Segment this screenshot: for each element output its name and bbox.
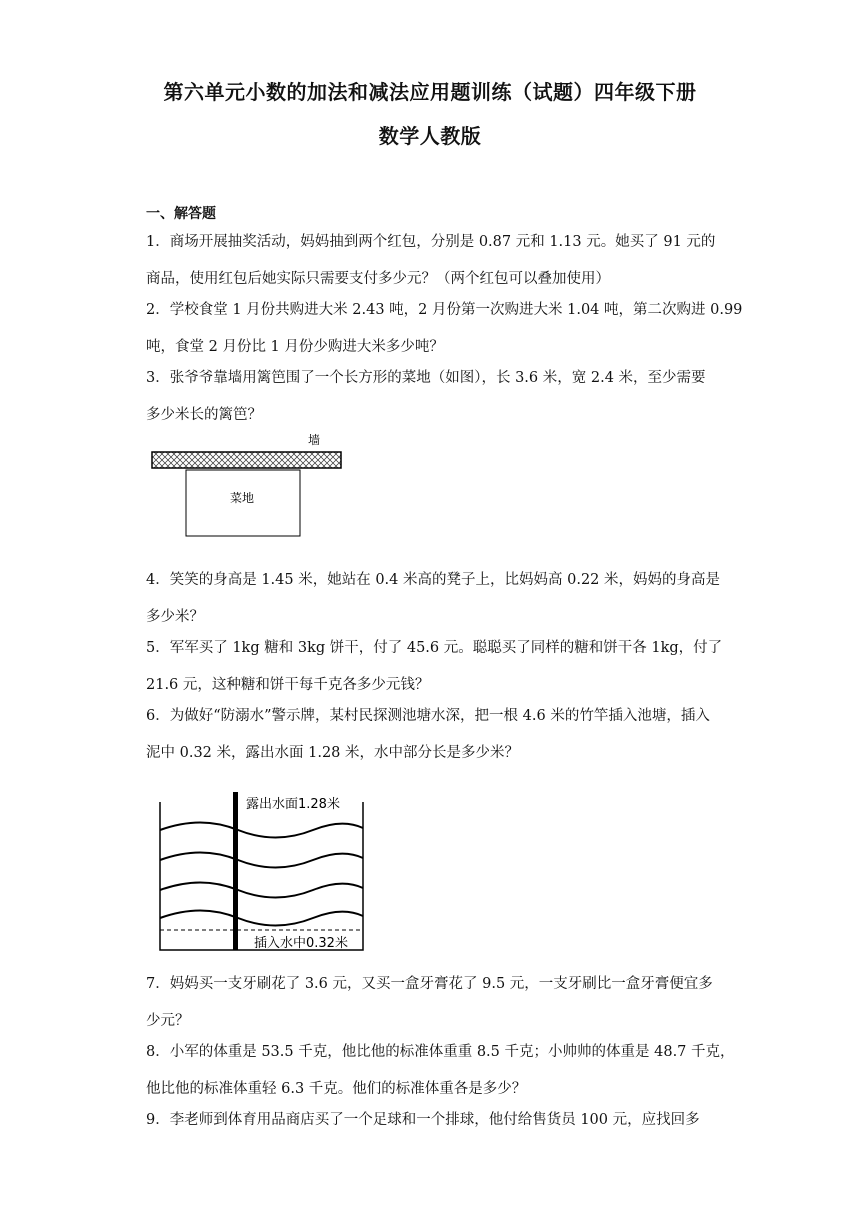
question-text: 2．学校食堂 1 月份共购进大米 2.43 吨，2 月份第一次购进大米 1.04 吨，第二次购进 0.99 bbox=[146, 302, 743, 318]
question-text: 4．笑笑的身高是 1.45 米，她站在 0.4 米高的凳子上，比妈妈高 0.22 米，妈妈的身高是 bbox=[146, 572, 721, 588]
question-text: 9．李老师到体育用品商店买了一个足球和一个排球，他付给售货员 100 元，应找回多 bbox=[146, 1112, 700, 1128]
page-title: 第六单元小数的加法和减法应用题训练（试题）四年级下册 bbox=[163, 80, 697, 104]
garden-figure bbox=[150, 430, 350, 540]
question-1 bbox=[146, 224, 716, 298]
question-text: 1．商场开展抽奖活动，妈妈抽到两个红包，分别是 0.87 元和 1.13 元。她买了 91 元的 bbox=[146, 234, 716, 250]
question-9 bbox=[146, 1102, 716, 1139]
question-6 bbox=[146, 698, 716, 772]
water-wave bbox=[160, 883, 363, 898]
question-text: 少元？ bbox=[146, 1013, 190, 1029]
wall-label: 墙 bbox=[308, 433, 321, 447]
question-text: 他比他的标准体重轻 6.3 千克。他们的标准体重各是多少？ bbox=[146, 1081, 527, 1097]
question-5 bbox=[146, 630, 723, 704]
question-4 bbox=[146, 562, 721, 636]
question-text: 6．为做好“防溺水”警示牌，某村民探测池塘水深，把一根 4.6 米的竹竿插入池塘，插入 bbox=[146, 708, 710, 724]
question-text: 7．妈妈买一支牙刷花了 3.6 元，又买一盒牙膏花了 9.5 元，一支牙刷比一盒牙膏便宜多 bbox=[146, 976, 713, 992]
garden-label: 菜地 bbox=[230, 491, 255, 505]
above-water-label: 露出水面1.28米 bbox=[246, 797, 340, 812]
question-text: 商品，使用红包后她实际只需要支付多少元？（两个红包可以叠加使用） bbox=[146, 271, 610, 287]
question-text: 吨，食堂 2 月份比 1 月份少购进大米多少吨？ bbox=[146, 339, 444, 355]
question-8 bbox=[146, 1034, 735, 1108]
question-3 bbox=[146, 360, 716, 434]
question-text: 多少米长的篱笆？ bbox=[146, 407, 262, 423]
question-text: 3．张爷爷靠墙用篱笆围了一个长方形的菜地（如图），长 3.6 米，宽 2.4 米，至少需要 bbox=[146, 370, 706, 386]
question-2 bbox=[146, 292, 743, 366]
question-text: 多少米？ bbox=[146, 609, 204, 625]
water-wave bbox=[160, 911, 363, 926]
question-7 bbox=[146, 966, 716, 1040]
question-text: 泥中 0.32 米，露出水面 1.28 米，水中部分长是多少米？ bbox=[146, 745, 520, 761]
water-wave bbox=[160, 823, 363, 838]
bamboo-pole bbox=[233, 792, 238, 950]
water-wave bbox=[160, 853, 363, 868]
wall-shape bbox=[152, 452, 341, 468]
section-heading: 一、解答题 bbox=[146, 206, 216, 222]
page-subtitle: 数学人教版 bbox=[378, 124, 482, 148]
pond-figure bbox=[158, 790, 368, 955]
question-text: 5．军军买了 1kg 糖和 3kg 饼干，付了 45.6 元。聪聪买了同样的糖和饼干各 1kg，付了 bbox=[146, 640, 723, 656]
question-text: 8．小军的体重是 53.5 千克，他比他的标准体重重 8.5 千克；小帅帅的体重是 48.7 千克， bbox=[146, 1044, 735, 1060]
question-text: 21.6 元，这种糖和饼干每千克各多少元钱？ bbox=[146, 677, 430, 693]
in-mud-label: 插入水中0.32米 bbox=[254, 936, 348, 951]
